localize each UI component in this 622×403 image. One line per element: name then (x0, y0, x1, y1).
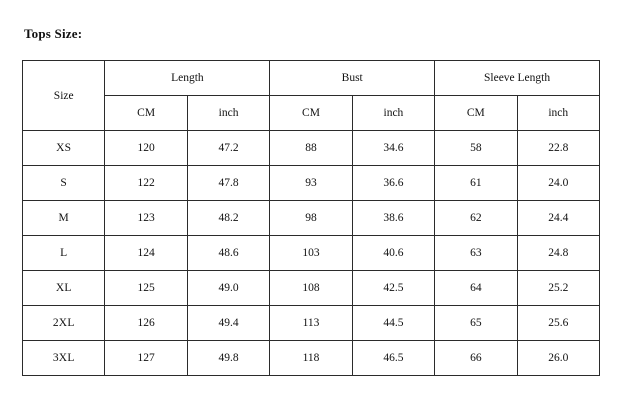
cell-size: XS (23, 131, 105, 166)
cell-sleeve-cm: 62 (435, 201, 517, 236)
cell-sleeve-cm: 64 (435, 271, 517, 306)
cell-sleeve-cm: 66 (435, 341, 517, 376)
column-header-bust: Bust (270, 61, 435, 96)
cell-length-inch: 49.0 (187, 271, 269, 306)
cell-bust-cm: 118 (270, 341, 352, 376)
cell-length-inch: 47.2 (187, 131, 269, 166)
cell-sleeve-cm: 61 (435, 166, 517, 201)
cell-sleeve-inch: 25.6 (517, 306, 599, 341)
tops-size-table (22, 60, 600, 376)
cell-bust-inch: 46.5 (352, 341, 434, 376)
column-header-bust-inch: inch (352, 96, 434, 131)
column-header-size: Size (23, 61, 105, 131)
cell-length-cm: 127 (105, 341, 187, 376)
page-title: Tops Size: (24, 26, 83, 41)
cell-bust-cm: 98 (270, 201, 352, 236)
cell-length-inch: 47.8 (187, 166, 269, 201)
cell-size: 2XL (23, 306, 105, 341)
cell-bust-inch: 38.6 (352, 201, 434, 236)
cell-bust-cm: 93 (270, 166, 352, 201)
cell-size: M (23, 201, 105, 236)
cell-length-cm: 122 (105, 166, 187, 201)
table-row (23, 341, 600, 376)
cell-sleeve-inch: 22.8 (517, 131, 599, 166)
cell-bust-cm: 108 (270, 271, 352, 306)
cell-bust-inch: 36.6 (352, 166, 434, 201)
column-header-length-inch: inch (187, 96, 269, 131)
column-header-bust-cm: CM (270, 96, 352, 131)
cell-bust-inch: 42.5 (352, 271, 434, 306)
column-header-sleeve-inch: inch (517, 96, 599, 131)
column-header-length: Length (105, 61, 270, 96)
table-row (23, 306, 600, 341)
cell-sleeve-cm: 65 (435, 306, 517, 341)
cell-bust-cm: 103 (270, 236, 352, 271)
cell-sleeve-cm: 63 (435, 236, 517, 271)
cell-sleeve-inch: 25.2 (517, 271, 599, 306)
cell-bust-inch: 40.6 (352, 236, 434, 271)
cell-length-cm: 120 (105, 131, 187, 166)
table-row (23, 271, 600, 306)
cell-length-inch: 48.2 (187, 201, 269, 236)
cell-bust-cm: 113 (270, 306, 352, 341)
table-row (23, 236, 600, 271)
cell-length-cm: 126 (105, 306, 187, 341)
column-header-sleeve-length: Sleeve Length (435, 61, 600, 96)
table-row (23, 201, 600, 236)
cell-length-cm: 124 (105, 236, 187, 271)
table-body (23, 131, 600, 376)
cell-size: 3XL (23, 341, 105, 376)
table-row (23, 166, 600, 201)
cell-bust-cm: 88 (270, 131, 352, 166)
cell-length-inch: 48.6 (187, 236, 269, 271)
cell-length-cm: 125 (105, 271, 187, 306)
cell-length-cm: 123 (105, 201, 187, 236)
column-header-length-cm: CM (105, 96, 187, 131)
cell-size: L (23, 236, 105, 271)
cell-length-inch: 49.4 (187, 306, 269, 341)
table-header (23, 61, 600, 131)
cell-sleeve-inch: 24.4 (517, 201, 599, 236)
header-unit-row (23, 96, 600, 131)
cell-size: S (23, 166, 105, 201)
column-header-sleeve-cm: CM (435, 96, 517, 131)
header-group-row (23, 61, 600, 96)
cell-size: XL (23, 271, 105, 306)
table-row (23, 131, 600, 166)
cell-sleeve-inch: 24.8 (517, 236, 599, 271)
cell-sleeve-inch: 24.0 (517, 166, 599, 201)
cell-bust-inch: 34.6 (352, 131, 434, 166)
cell-sleeve-inch: 26.0 (517, 341, 599, 376)
cell-length-inch: 49.8 (187, 341, 269, 376)
cell-sleeve-cm: 58 (435, 131, 517, 166)
cell-bust-inch: 44.5 (352, 306, 434, 341)
